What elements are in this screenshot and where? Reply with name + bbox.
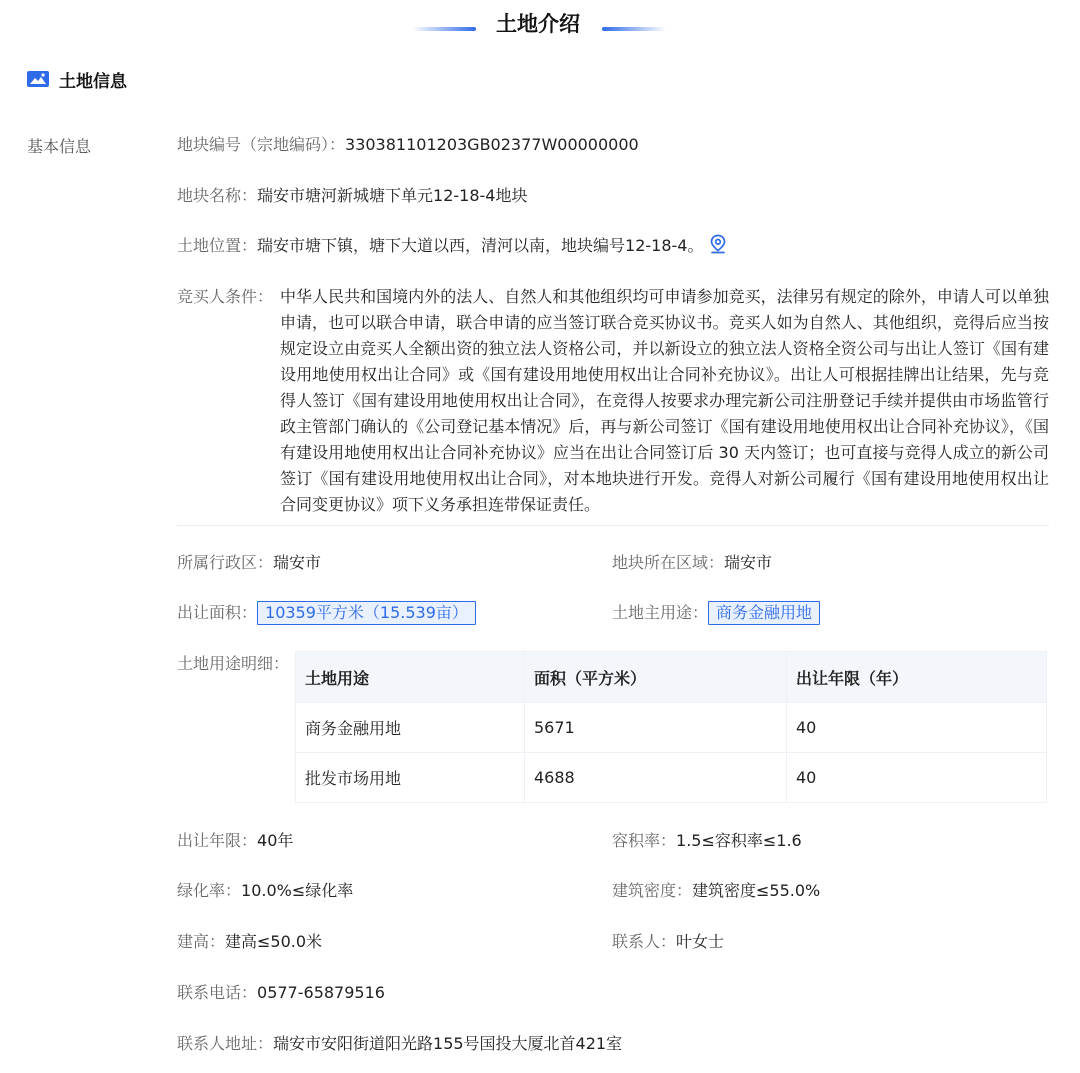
table-cell: 4688 xyxy=(525,753,787,803)
section-title: 土地信息 xyxy=(59,71,127,92)
phone-label: 联系电话： xyxy=(177,983,258,1002)
divider xyxy=(177,525,1049,526)
address-value: 瑞安市安阳街道阳光路155号国投大厦北首421室 xyxy=(273,1034,623,1053)
parcel-code-field xyxy=(177,133,639,157)
green-label: 绿化率： xyxy=(177,881,242,900)
far-label: 容积率： xyxy=(612,831,677,850)
table-cell: 商务金融用地 xyxy=(296,703,525,753)
district-field xyxy=(177,551,321,575)
area-field xyxy=(177,601,476,625)
table-header-cell: 土地用途 xyxy=(296,652,525,703)
term-label: 出让年限： xyxy=(177,831,258,850)
table-header-cell: 出让年限（年） xyxy=(787,652,1047,703)
density-value: 建筑密度≤55.0% xyxy=(692,881,821,900)
section-header xyxy=(27,66,127,92)
density-label: 建筑密度： xyxy=(612,881,693,900)
term-field xyxy=(177,829,293,853)
region-label: 地块所在区域： xyxy=(612,553,725,572)
height-value: 建高≤50.0米 xyxy=(225,932,323,951)
table-cell: 批发市场用地 xyxy=(296,753,525,803)
table-header-row xyxy=(296,652,1047,703)
landscape-image-icon xyxy=(27,71,49,87)
location-field xyxy=(177,234,727,258)
basic-info-label: 基本信息 xyxy=(27,137,92,156)
usage-table-label: 土地用途明细： xyxy=(177,654,290,673)
header-left-line xyxy=(412,27,476,31)
parcel-code-value: 330381101203GB02377W00000000 xyxy=(345,135,639,154)
district-label: 所属行政区： xyxy=(177,553,274,572)
main-use-tag: 商务金融用地 xyxy=(708,601,820,625)
density-field xyxy=(612,879,820,903)
area-label: 出让面积： xyxy=(177,603,258,622)
parcel-code-label: 地块编号（宗地编码）： xyxy=(177,135,346,154)
table-row xyxy=(296,703,1047,753)
contact-value: 叶女士 xyxy=(676,932,725,951)
usage-table xyxy=(295,651,1047,803)
table-cell: 5671 xyxy=(525,703,787,753)
main-use-field xyxy=(612,601,820,625)
parcel-name-value: 瑞安市塘河新城塘下单元12-18-4地块 xyxy=(257,186,528,205)
phone-field xyxy=(177,981,385,1005)
height-label: 建高： xyxy=(177,932,226,951)
parcel-name-label: 地块名称： xyxy=(177,186,258,205)
table-cell: 40 xyxy=(787,753,1047,803)
table-header-cell: 面积（平方米） xyxy=(525,652,787,703)
map-pin-icon[interactable] xyxy=(709,234,727,254)
main-use-label: 土地主用途： xyxy=(612,603,709,622)
far-field xyxy=(612,829,802,853)
contact-label: 联系人： xyxy=(612,932,677,951)
page-header xyxy=(0,8,1080,40)
area-tag: 10359平方米（15.539亩） xyxy=(257,601,476,625)
location-value: 瑞安市塘下镇，塘下大道以西，清河以南，地块编号12-18-4。 xyxy=(257,236,704,255)
district-value: 瑞安市 xyxy=(273,553,322,572)
header-right-line xyxy=(602,27,666,31)
table-row xyxy=(296,753,1047,803)
green-value: 10.0%≤绿化率 xyxy=(241,881,354,900)
address-field xyxy=(177,1032,622,1056)
conditions-label: 竞买人条件： xyxy=(177,287,274,306)
conditions-value: 中华人民共和国境内外的法人、自然人和其他组织均可申请参加竞买，法律另有规定的除外，申请人可以单独申请，也可以联合申请，联合申请的应当签订联合竞买协议书。竞买人如为自然人、其他组织，竞得后应当按规定设立由竞买人全额出资的独立法人资格公司，并以新设立的独立法人资格全资公司与出让人签订《国有建设用地使用权出让合同》或《国有建设用地使用权出让合同补充协议》。出让人可根据挂牌出让结果，先与竞得人签订《国有建设用地使用权出让合同》，在竞得人按要求办理完新公司注册登记手续并提供由市场监管行政主管部门确认的《公司登记基本情况》后，再与新公司签订《国有建设用地使用权出让合同补充协议》，《国有建设用地使用权出让合同补充协议》应当在出让合同签订后 30 天内签订；也可直接与竞得人成立的新公司签订《国有建设用地使用权出让合同》，对本地块进行开发。竞得人对新公司履行《国有建设用地使用权出让合同变更协议》项下义务承担连带保证责任。 xyxy=(280,287,1049,514)
parcel-name-field xyxy=(177,184,527,208)
region-value: 瑞安市 xyxy=(724,553,773,572)
green-field xyxy=(177,879,353,903)
region-field xyxy=(612,551,772,575)
location-label: 土地位置： xyxy=(177,236,258,255)
page-title: 土地介绍 xyxy=(496,12,580,36)
address-label: 联系人地址： xyxy=(177,1034,274,1053)
phone-value: 0577-65879516 xyxy=(257,983,385,1002)
table-cell: 40 xyxy=(787,703,1047,753)
contact-field xyxy=(612,930,724,954)
far-value: 1.5≤容积率≤1.6 xyxy=(676,831,802,850)
height-field xyxy=(177,930,322,954)
term-value: 40年 xyxy=(257,831,294,850)
